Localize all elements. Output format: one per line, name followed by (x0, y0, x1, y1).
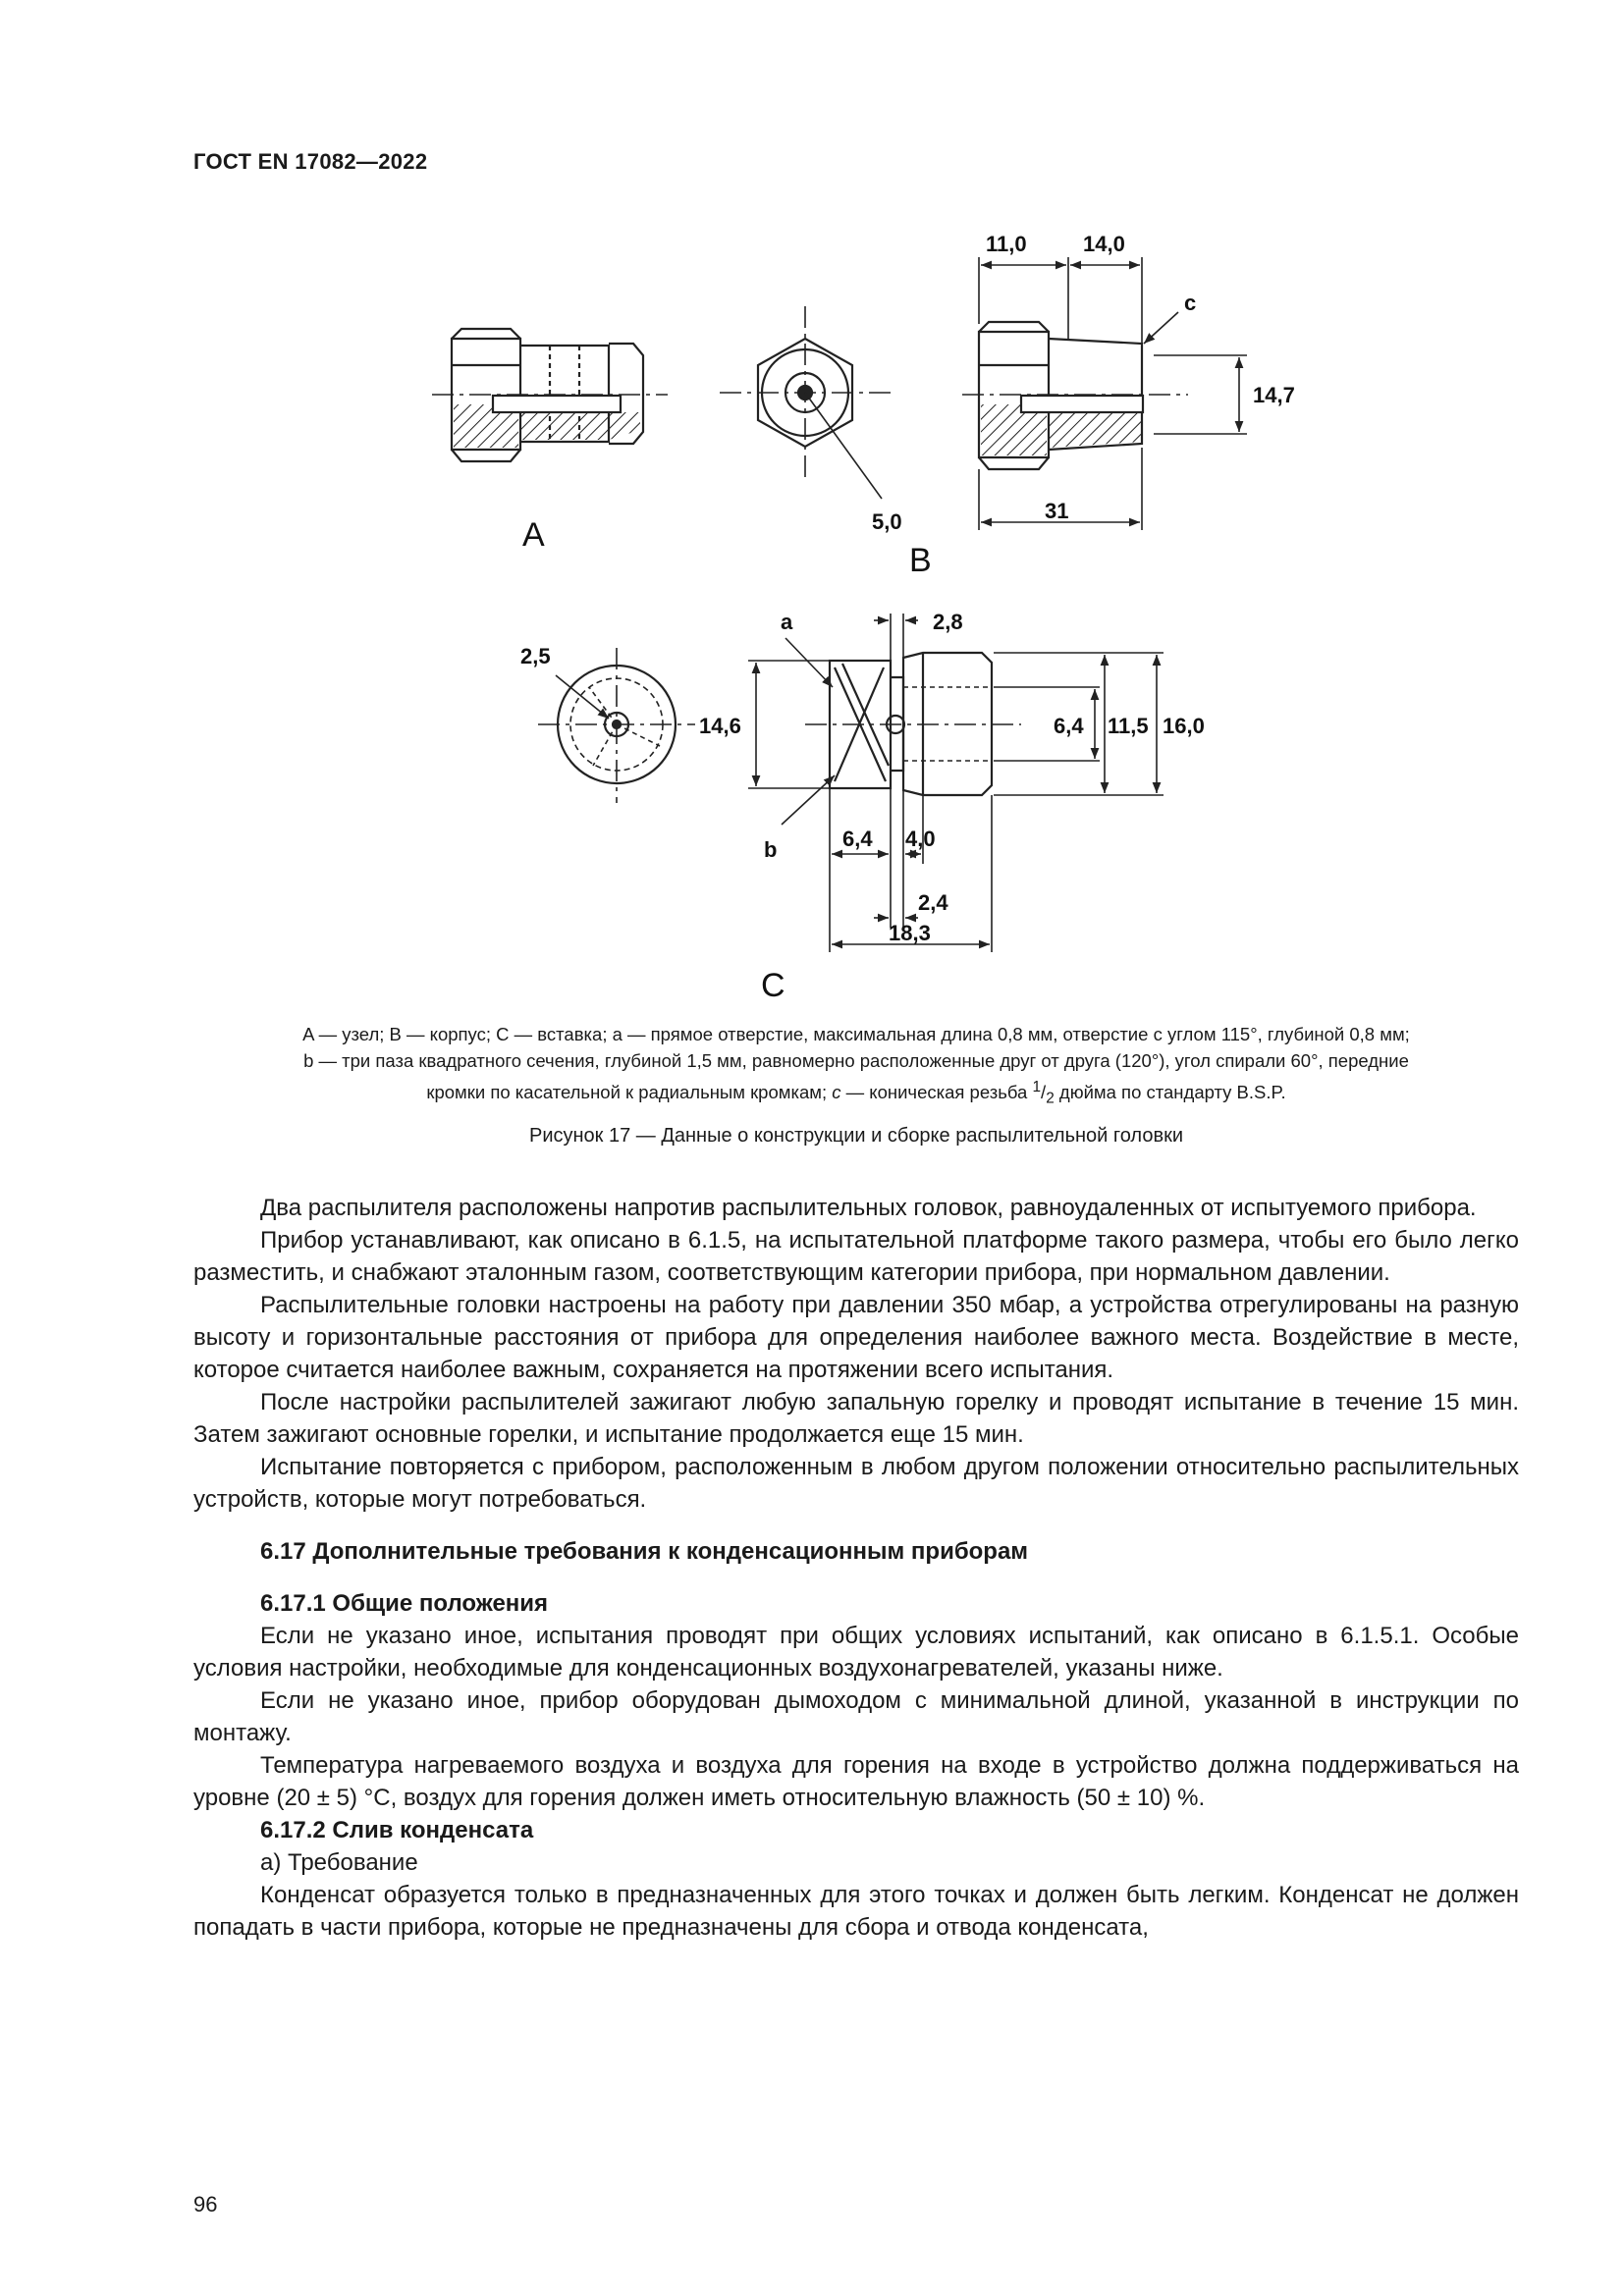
dim-14-7: 14,7 (1253, 383, 1295, 407)
section-heading-6-17-1: 6.17.1 Общие положения (260, 1590, 549, 1617)
dim-14-0: 14,0 (1083, 232, 1125, 256)
view-b-body (962, 322, 1188, 469)
view-a-drawing (432, 329, 668, 461)
paragraph-2: Прибор устанавливают, как описано в 6.1.5, на испытательной платформе такого размера, чтобы его было легко разместить, и снабжают эталонным газом, соответствующим категории прибора, при нормальном давлении. (193, 1227, 1519, 1286)
fraction-numerator: 1 (1032, 1079, 1042, 1095)
label-a: a (781, 610, 793, 634)
dim-16-0: 16,0 (1163, 714, 1205, 738)
dim-11-0: 11,0 (986, 232, 1027, 256)
technical-drawing (0, 0, 1624, 1011)
dim-11-5: 11,5 (1108, 714, 1149, 738)
view-c-dimensions (748, 614, 1164, 952)
dim-2-8: 2,8 (933, 610, 963, 634)
figure-caption: Рисунок 17 — Данные о конструкции и сборке распылительной головки (528, 1125, 1183, 1147)
legend-fraction: $^1/_2$ (1032, 1079, 1055, 1107)
dim-18-3: 18,3 (889, 921, 931, 945)
legend-line-3-end: дюйма по стандарту B.S.P. (1058, 1082, 1286, 1103)
document-header: ГОСТ EN 17082—2022 (193, 149, 428, 174)
dim-2-4: 2,4 (918, 890, 948, 915)
paragraph-4: После настройки распылителей зажигают любую запальную горелку и проводят испытание в течение 15 мин. Затем зажигают основные горелки, и испытание продолжается еще 15 мин. (193, 1389, 1519, 1448)
dim-14-6: 14,6 (699, 714, 741, 738)
paragraph-6: Если не указано иное, испытания проводят при общих условиях испытаний, как описано в 6.1.5.1. Особые условия настройки, необходимые для конденсационных воздухонагревателей, указаны ниже. (193, 1623, 1519, 1682)
paragraph-7: Если не указано иное, прибор оборудован дымоходом с минимальной длиной, указанной в инструкции по монтажу. (193, 1687, 1519, 1746)
paragraph-10: Конденсат образуется только в предназначенных для этого точках и должен быть легким. Конденсат не должен попадать в части прибора, которые не предназначены для сбора и отвода конденсата, (193, 1882, 1519, 1941)
paragraph-5: Испытание повторяется с прибором, расположенным в любом другом положении относительно распылительных устройств, которые могут потребоваться. (193, 1454, 1519, 1513)
paragraph-8: Температура нагреваемого воздуха и воздуха для горения на входе в устройство должна поддерживаться на уровне (20 ± 5) °С, воздух для горения должен иметь относительную влажность (50 ± 10) %. (193, 1752, 1519, 1811)
legend-c-letter: c (832, 1082, 841, 1103)
paragraph-9: а) Требование (260, 1849, 418, 1876)
dim-5-0: 5,0 (872, 509, 902, 534)
fraction-denominator: 2 (1046, 1090, 1055, 1107)
view-a-label: A (522, 516, 545, 554)
legend-line-2: b — три паза квадратного сечения, глубиной 1,5 мм, равномерно расположенные друг от друга (120°), угол спирали 60°, передние (303, 1050, 1409, 1071)
dim-4-0: 4,0 (905, 827, 936, 851)
section-heading-6-17-2: 6.17.2 Слив конденсата (260, 1817, 534, 1843)
dim-6-4-vertical: 6,4 (1054, 714, 1084, 738)
legend-line-1: A — узел; B — корпус; C — вставка; a — прямое отверстие, максимальная длина 0,8 мм, отверстие с углом 115°, глубиной 0,8 мм; (302, 1024, 1410, 1044)
legend-line-3 (193, 1074, 1519, 1112)
paragraph-3: Распылительные головки настроены на работу при давлении 350 мбар, а устройства отрегулированы на разную высоту и горизонтальные расстояния от прибора для определения наиболее важного места. Воздействие в месте, которое считается наиболее важным, сохраняется на протяжении всего испытания. (193, 1292, 1519, 1383)
body-text (193, 1192, 1519, 1944)
view-c-circle (538, 648, 695, 803)
view-c-label: C (761, 967, 785, 1004)
paragraph-1: Два распылителя расположены напротив распылительных головок, равноудаленных от испытуемого прибора. (260, 1195, 1477, 1221)
label-b: b (764, 837, 778, 862)
legend-line-3-start: кромки по касательной к радиальным кромкам; (426, 1082, 828, 1103)
view-b-hexagon (720, 306, 892, 499)
label-c: c (1184, 291, 1197, 315)
view-b-dimensions (979, 257, 1247, 530)
section-heading-6-17: 6.17 Дополнительные требования к конденсационным приборам (260, 1538, 1029, 1565)
view-c-insert (805, 653, 1021, 795)
dim-31: 31 (1045, 499, 1069, 523)
dim-6-4-horizontal: 6,4 (842, 827, 873, 851)
view-b-label: B (909, 542, 932, 579)
figure-legend (193, 1021, 1519, 1112)
dim-2-5: 2,5 (520, 644, 551, 668)
legend-line-3-mid: — коническая резьба (845, 1082, 1028, 1103)
page-number: 96 (193, 2192, 218, 2216)
